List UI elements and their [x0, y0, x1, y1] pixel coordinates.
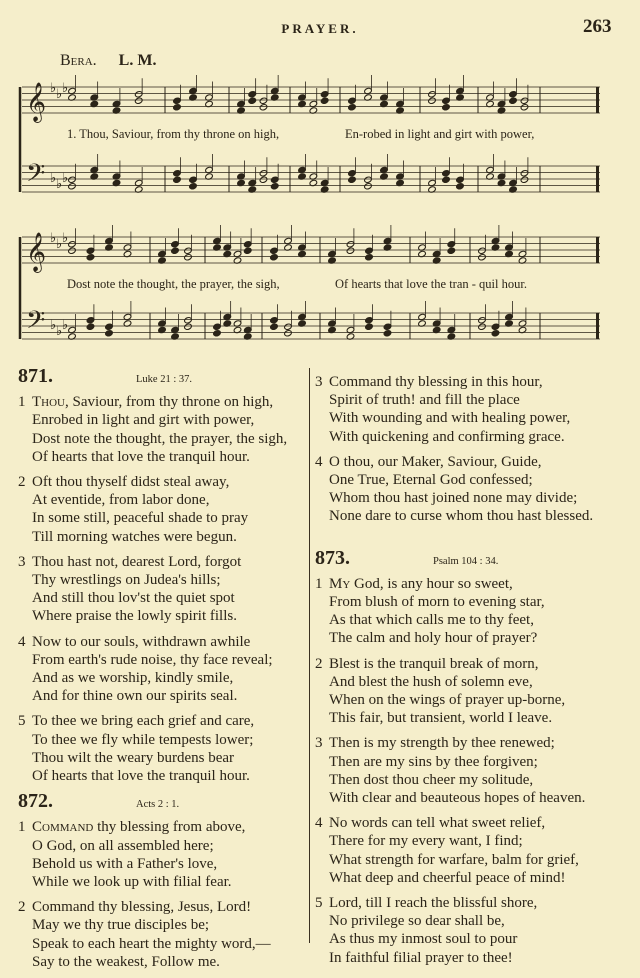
stanza-line	[18, 553, 308, 571]
line-text: One True, Eternal God confessed;	[329, 472, 533, 489]
line-text: Of hearts that love the tranquil hour.	[32, 768, 250, 785]
line-text: Now to our souls, withdrawn awhile	[32, 633, 251, 650]
scripture-reference: Luke 21 : 37.	[136, 374, 192, 385]
note-head	[189, 183, 198, 190]
stanza-number: 1	[315, 575, 323, 592]
stanza-number: 1	[18, 394, 26, 411]
line-text: Command thy blessing in this hour,	[329, 374, 543, 390]
note-head	[320, 91, 329, 98]
stanza-line	[18, 818, 308, 836]
note-head	[442, 104, 451, 111]
line-text: Behold us with a Father's love,	[32, 855, 218, 872]
line-text: Of hearts that love the tranquil hour.	[32, 448, 250, 465]
note-head	[456, 183, 465, 190]
line-text: No words can tell what sweet relief,	[329, 815, 546, 832]
note-head	[348, 170, 357, 177]
note-head	[184, 317, 193, 324]
note-head	[184, 247, 193, 254]
stanza-line	[315, 453, 635, 471]
note-head	[213, 330, 222, 337]
stanza-line	[18, 411, 308, 429]
hymn-number: 873.	[315, 546, 350, 569]
line-text: Enrobed in light and girt with power,	[32, 412, 255, 429]
note-head	[346, 247, 355, 254]
note-head	[173, 97, 182, 104]
hymn-number: 871.	[18, 365, 53, 387]
stanza-line	[18, 731, 308, 749]
stanza-line	[18, 448, 308, 466]
line-text: Blest is the tranquil break of morn,	[329, 655, 539, 672]
line-text: Dost note the thought, the prayer, the sigh,	[32, 430, 288, 447]
line-text: O God, on all assembled here;	[32, 837, 214, 854]
note-head	[509, 91, 518, 98]
hymn-heading	[18, 792, 308, 814]
stanza-line	[315, 507, 635, 525]
line-text: In faithful filial prayer to thee!	[329, 949, 513, 966]
line-text: To thee we fly while tempests lower;	[32, 731, 254, 748]
stanza-line	[315, 930, 635, 948]
line-text: With clear and beauteous hopes of heaven.	[329, 790, 586, 807]
stanza-line	[18, 749, 308, 767]
note-head	[442, 97, 451, 104]
note-head	[270, 176, 279, 183]
line-text: Speak to each heart the mighty word,—	[32, 935, 271, 952]
flat-icon: ♭	[50, 317, 57, 332]
stanza-line	[315, 753, 635, 771]
note-head	[134, 91, 143, 98]
stanza-line	[315, 894, 635, 912]
note-head	[348, 104, 357, 111]
note-head	[346, 241, 355, 248]
line-text: And for thine own our spirits seal.	[32, 688, 238, 705]
note-head	[478, 317, 487, 324]
line-text: None dare to curse whom thou hast blessed.	[329, 508, 594, 525]
final-bar	[596, 166, 599, 192]
line-text: And blest the hush of solemn eve,	[329, 673, 533, 690]
flat-icon: ♭	[56, 236, 63, 251]
hymn-heading	[315, 546, 635, 571]
stanza	[315, 814, 635, 887]
note-head	[284, 330, 293, 337]
stanza-line	[18, 571, 308, 589]
line-text: Say to the weakest, Follow me.	[32, 953, 220, 970]
line-text: Command thy blessing, Jesus, Lord!	[32, 899, 252, 916]
stanza-line	[315, 789, 635, 807]
line-text: Thou hast not, dearest Lord, forgot	[32, 553, 242, 570]
note-head	[520, 176, 529, 183]
lyric-line-1a: 1. Thou, Saviour, from thy throne on high,	[67, 127, 280, 141]
line-text: What strength for warfare, balm for grief,	[329, 851, 579, 868]
note-head	[259, 104, 268, 111]
flat-icon: ♭	[62, 170, 69, 185]
note-head	[447, 241, 456, 248]
stanza-line	[315, 814, 635, 832]
line-text: From earth's rude noise, thy face reveal;	[32, 651, 273, 668]
note-head	[364, 183, 373, 190]
line-text: And as we worship, kindly smile,	[32, 670, 234, 687]
note-head	[213, 323, 222, 330]
note-head	[86, 247, 95, 254]
note-head	[270, 254, 279, 261]
stanza-line	[18, 687, 308, 705]
stanza-number: 3	[18, 553, 26, 570]
stanza-line	[18, 898, 308, 916]
stanza	[18, 818, 308, 891]
stanza	[18, 633, 308, 706]
stanza-line	[18, 837, 308, 855]
line-text: Thou wilt the weary burdens bear	[32, 749, 235, 766]
note-head	[105, 330, 114, 337]
line-text: This fair, but transient, world I leave.	[329, 710, 553, 727]
line-text: There for my every want, I find;	[329, 833, 523, 850]
note-head	[365, 323, 374, 330]
final-bar	[596, 237, 599, 263]
stanza-line	[18, 873, 308, 891]
stanza-line	[315, 409, 635, 427]
stanza-number: 2	[18, 899, 26, 916]
note-head	[259, 97, 268, 104]
scripture-reference: Acts 2 : 1.	[136, 799, 180, 811]
line-text: And still thou lov'st the quiet spot	[32, 590, 235, 607]
running-header: PRAYER.	[281, 21, 359, 36]
flat-icon: ♭	[62, 80, 69, 95]
note-head	[270, 317, 279, 324]
note-head	[173, 170, 182, 177]
stanza	[315, 734, 635, 807]
line-text: May we thy true disciples be;	[32, 917, 210, 934]
stanza-line	[18, 712, 308, 730]
note-head	[68, 176, 77, 183]
note-head	[447, 247, 456, 254]
flat-icon: ♭	[62, 317, 69, 332]
note-head	[320, 97, 329, 104]
stanza	[315, 453, 635, 526]
line-text: To thee we bring each grief and care,	[32, 713, 255, 730]
line-text: Oft thou thyself didst steal away,	[32, 474, 230, 491]
flat-icon: ♭	[56, 86, 63, 101]
first-word: Thou,	[32, 394, 69, 411]
note-head	[364, 176, 373, 183]
line-text: At eventide, from labor done,	[32, 492, 210, 509]
note-head	[86, 254, 95, 261]
note-head	[478, 254, 487, 261]
note-head	[491, 323, 500, 330]
hymn-number: 872.	[18, 790, 53, 813]
note-head	[442, 176, 451, 183]
note-head	[68, 241, 77, 248]
stanza-number: 3	[315, 374, 323, 390]
note-head	[365, 247, 374, 254]
line-text: God, is any hour so sweet,	[350, 575, 513, 592]
line-text: While we look up with filial fear.	[32, 874, 232, 891]
stanza-line	[315, 575, 635, 593]
stanza-line	[18, 651, 308, 669]
note-head	[68, 183, 77, 190]
stanza-number: 2	[315, 655, 323, 672]
note-head	[243, 241, 252, 248]
music-score	[0, 0, 640, 350]
note-head	[184, 254, 193, 261]
tune-name: Bera.	[60, 52, 97, 69]
stanza-number: 5	[18, 713, 26, 730]
note-head	[520, 104, 529, 111]
stanza	[18, 553, 308, 626]
stanza-line	[315, 489, 635, 507]
note-head	[105, 323, 114, 330]
stanza-number: 2	[18, 474, 26, 491]
note-head	[478, 323, 487, 330]
note-head	[428, 97, 437, 104]
note-head	[365, 317, 374, 324]
scripture-reference: Psalm 104 : 34.	[433, 555, 499, 567]
stanza-line	[18, 953, 308, 971]
line-text: As that which calls me to thy feet,	[329, 612, 534, 629]
stanza-line	[18, 393, 308, 411]
note-head	[478, 247, 487, 254]
stanza-line	[18, 767, 308, 785]
note-head	[520, 97, 529, 104]
note-head	[284, 323, 293, 330]
stanza-number: 4	[315, 453, 323, 470]
stanza-line	[18, 669, 308, 687]
note-head	[189, 176, 198, 183]
stanza-line	[18, 607, 308, 625]
flat-icon: ♭	[56, 176, 63, 191]
note-head	[491, 330, 500, 337]
final-bar	[596, 87, 599, 113]
stanza-line	[315, 373, 635, 391]
stanza-line	[18, 916, 308, 934]
line-text: What deep and cheerful peace of mind!	[329, 869, 566, 886]
line-text: thy blessing from above,	[93, 819, 246, 836]
note-head	[184, 323, 193, 330]
stanza-line	[315, 691, 635, 709]
stanza	[18, 712, 308, 785]
stanza-line	[18, 935, 308, 953]
note-head	[173, 104, 182, 111]
line-text: Lord, till I reach the blissful shore,	[329, 895, 538, 912]
note-head	[171, 247, 180, 254]
stanza-line	[315, 869, 635, 887]
stanza-line	[315, 629, 635, 647]
stanza-line	[315, 593, 635, 611]
stanza-line	[315, 391, 635, 409]
lyric-line-2b: Of hearts that love the tran - quil hour.	[335, 277, 527, 291]
note-head	[428, 91, 437, 98]
note-head	[383, 330, 392, 337]
stanza-line	[315, 734, 635, 752]
first-word: My	[329, 575, 351, 592]
note-head	[270, 183, 279, 190]
line-text: O thou, our Maker, Saviour, Guide,	[329, 453, 542, 470]
note-head	[259, 170, 268, 177]
note-head	[348, 176, 357, 183]
line-text: Till morning watches were begun.	[32, 528, 237, 545]
line-text: Spirit of truth! and fill the place	[329, 392, 520, 409]
note-head	[243, 247, 252, 254]
treble-clef-icon: 𝄞	[26, 82, 47, 122]
first-word: Command	[32, 819, 94, 836]
flat-icon: ♭	[56, 323, 63, 338]
line-text: Then are my sins by thee forgiven;	[329, 753, 538, 770]
line-text: With wounding and with healing power,	[329, 410, 571, 427]
bass-clef-icon: 𝄢	[26, 306, 46, 341]
stanza	[315, 655, 635, 728]
line-text: No privilege so dear shall be,	[329, 913, 505, 930]
note-head	[520, 170, 529, 177]
note-head	[134, 97, 143, 104]
note-head	[171, 241, 180, 248]
stanza-number: 1	[18, 819, 26, 836]
stanza-line	[315, 428, 635, 446]
note-head	[259, 176, 268, 183]
line-text: Then is my strength by thee renewed;	[329, 735, 555, 752]
page-number: 263	[583, 16, 612, 37]
line-text: As thus my inmost soul to pour	[329, 931, 518, 948]
stanza-line	[18, 491, 308, 509]
line-text: From blush of morn to evening star,	[329, 594, 545, 611]
stanza-line	[18, 473, 308, 491]
stanza-line	[315, 771, 635, 789]
note-head	[248, 97, 257, 104]
stanza-number: 4	[315, 815, 323, 832]
stanza	[315, 373, 635, 446]
stanza-line	[18, 528, 308, 546]
line-text: Then dost thou cheer my solitude,	[329, 771, 534, 788]
lyric-line-2a: Dost note the thought, the prayer, the sigh,	[67, 277, 280, 291]
note-head	[442, 170, 451, 177]
note-head	[365, 254, 374, 261]
stanza-line	[315, 673, 635, 691]
stanza-line	[18, 855, 308, 873]
stanza-number: 3	[315, 735, 323, 752]
line-text: The calm and holy hour of prayer?	[329, 630, 538, 647]
hymn-heading	[18, 367, 308, 389]
right-column	[315, 369, 635, 974]
line-text: Thy wrestlings on Judea's hills;	[32, 572, 221, 589]
stanza-line	[315, 655, 635, 673]
stanza-line	[315, 949, 635, 967]
stanza-line	[315, 832, 635, 850]
stanza-line	[315, 851, 635, 869]
stanza-line	[315, 611, 635, 629]
line-text: Whom thou hast joined none may divide;	[329, 490, 578, 507]
note-head	[270, 247, 279, 254]
note-head	[68, 247, 77, 254]
note-head	[248, 91, 257, 98]
stanza	[18, 393, 308, 466]
flat-icon: ♭	[50, 230, 57, 245]
final-bar	[596, 313, 599, 339]
stanza-number: 5	[315, 895, 323, 912]
note-head	[86, 323, 95, 330]
note-head	[509, 97, 518, 104]
note-head	[383, 323, 392, 330]
stanza-number: 4	[18, 633, 26, 650]
flat-icon: ♭	[50, 80, 57, 95]
column-divider	[309, 368, 310, 943]
stanza-line	[18, 430, 308, 448]
note-head	[348, 97, 357, 104]
line-text: In some still, peaceful shade to pray	[32, 510, 249, 527]
stanza-line	[315, 912, 635, 930]
note-head	[456, 176, 465, 183]
note-head	[173, 176, 182, 183]
tune-meter: L. M.	[118, 52, 157, 69]
left-column	[18, 361, 308, 978]
note-head	[86, 317, 95, 324]
stanza	[315, 894, 635, 967]
line-text: When on the wings of prayer up-borne,	[329, 692, 566, 709]
stanza-line	[315, 471, 635, 489]
note-head	[270, 323, 279, 330]
stanza	[18, 898, 308, 971]
stanza-line	[18, 589, 308, 607]
stanza	[315, 575, 635, 648]
stanza-line	[315, 709, 635, 727]
line-text: Where praise the lowly spirit fills.	[32, 608, 237, 625]
stanza	[18, 473, 308, 546]
spacer	[315, 533, 635, 543]
line-text: Saviour, from thy throne on high,	[68, 394, 274, 411]
treble-clef-icon: 𝄞	[26, 232, 47, 272]
line-text: With quickening and confirming grace.	[329, 428, 565, 445]
stanza-line	[18, 633, 308, 651]
flat-icon: ♭	[62, 230, 69, 245]
bass-clef-icon: 𝄢	[26, 159, 46, 194]
stanza-line	[18, 509, 308, 527]
flat-icon: ♭	[50, 170, 57, 185]
lyric-line-1b: En-robed in light and girt with power,	[345, 127, 535, 141]
